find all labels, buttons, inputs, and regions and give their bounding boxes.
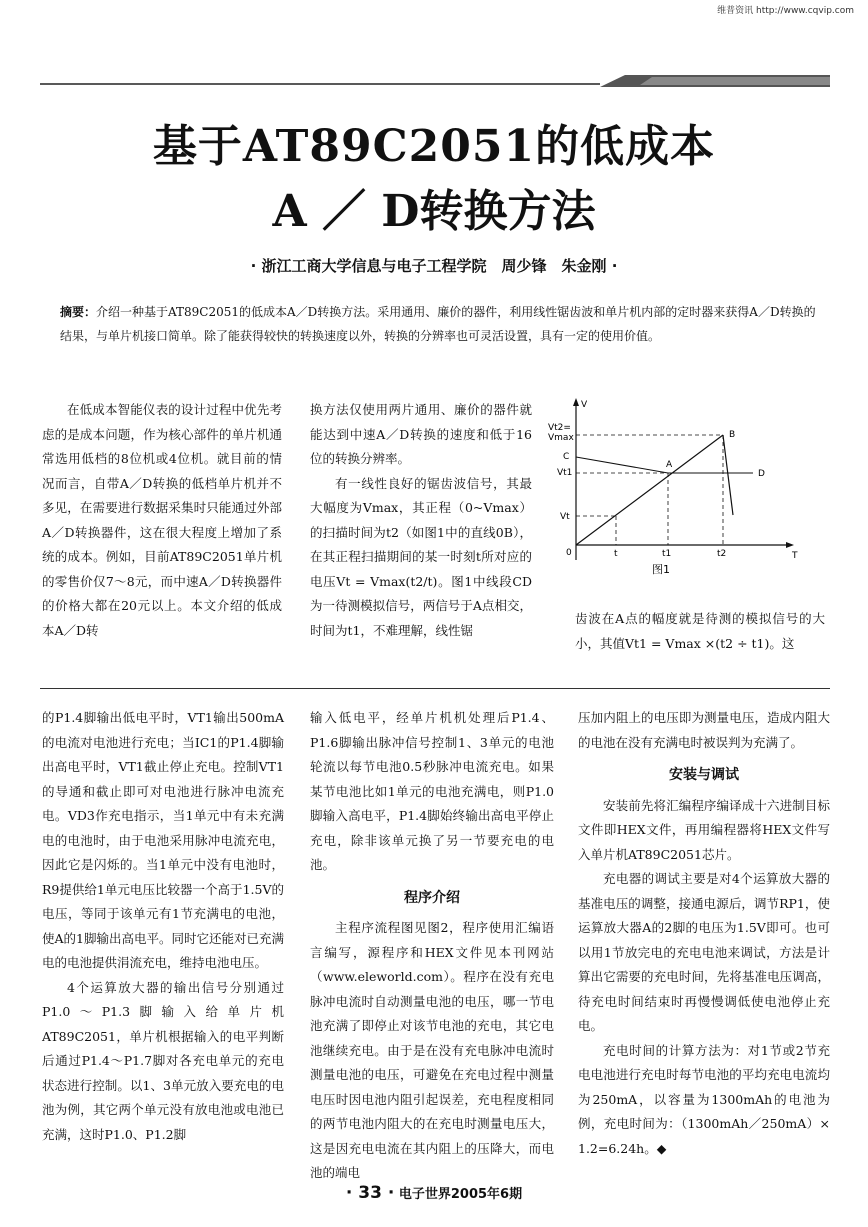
paragraph: 输入低电平，经单片机机处理后P1.4、P1.6脚输出脉冲信号控制1、3单元的电池轮流以每节电池0.5秒脉冲电流充电。如果某节电池比如1单元的电池充满电，则P1.0脚输入高电平，P1.4脚始终输出高电平停止充电，除非该单元换了另一节要充电的电池。: [310, 710, 554, 872]
page-number: · 33 ·: [345, 1183, 395, 1203]
section-divider: [40, 688, 830, 689]
paragraph: 的P1.4脚输出低电平时，VT1输出500mA的电流对电池进行充电；当IC1的P1.4脚输出高电平时，VT1截止停止充电。控制VT1的导通和截止即可对电池进行脉冲电流充电。VD3作充电指示，当1单元中有未充满电的电池时，由于电池采用脉冲电流充电，因此它是闪烁的。当1单元中没有电池时，R9提供给1单元电压比较器一个高于1.5V的电压，等同于该单元有1节充满电的电池，使A的1脚输出高电平。同时它还能对已充满电的电池提供涓流充电，维持电池电压。: [42, 710, 284, 970]
axis-v-label: V: [581, 400, 588, 410]
article-title-line2: A ／ D转换方法: [272, 186, 596, 237]
section-heading-install: 安装与调试: [669, 767, 739, 783]
paragraph: 在低成本智能仪表的设计过程中优先考虑的是成本问题，作为核心部件的单片机通常选用低档的8位机或4位机。就目前的情况而言，自带A／D转换的低档单片机并不多见，在需要进行数据采集时只能通过外部A／D转换器件，这在很大程度上增加了系统的成本。例如，目前AT89C2051单片机的零售价仅7～8元，而中速A／D转换器件的价格大都在20元以上。本文介绍的低成本A／D转: [42, 402, 282, 638]
abstract-label: 摘要：: [60, 305, 97, 319]
page-footer: [0, 1183, 868, 1203]
vt-label: Vt: [560, 512, 570, 522]
paragraph: 充电器的调试主要是对4个运算放大器的基准电压的调整，接通电源后，调节RP1，使运算放大器A的2脚的电压为1.5V即可。也可以用1节放完电的充电电池来调试，方法是计算出它需要的充电时间，先将基准电压调高，待充电时间结束时再慢慢调低使电池停止充电。: [578, 871, 830, 1033]
T-label: T: [792, 551, 798, 561]
point-a-label: A: [666, 460, 673, 470]
author-line: · 浙江工商大学信息与电子工程学院 周少锋 朱金刚 ·: [250, 257, 618, 275]
paragraph: 充电时间的计算方法为：对1节或2节充电电池进行充电时每节电池的平均充电电流均为250mA，以容量为1300mAh的电池为例，充电时间为：（1300mAh／250mA）× 1.2=6.24h。◆: [578, 1042, 830, 1156]
column2-top: [310, 398, 532, 643]
paragraph: 有一线性良好的锯齿波信号，其最大幅度为Vmax，其正程（0~Vmax）的扫描时间为t2（如图1中的直线0B），在其正程扫描期间的某一时刻t所对应的电压Vt = Vmax(t2/t)。图1中线段CD为一待测模拟信号，两信号于A点相交，时间为t1，不难理解，线性锯: [310, 475, 532, 638]
t-label: t: [614, 549, 618, 559]
paragraph: 主程序流程图见图2，程序使用汇编语言编写，源程序和HEX文件见本刊网站（www.eleworld.com）。程序在没有充电脉冲电流时自动测量电池的电压，哪一节电池充满了即停止对该节电池的充电，其它电池继续充电。由于是在没有充电脉冲电流时测量电池的电压，可避免在充电过程中测量电压时因电池内阻引起误差，充电程度相同的两节电池内阻大的在充电时测量电压大，这是因充电电流在其内阻上的压降大，而电池的端电: [310, 920, 554, 1180]
column1-top: [42, 398, 282, 643]
column2-bottom: [310, 706, 554, 1186]
header-bar: [40, 75, 830, 87]
point-b-label: B: [729, 430, 736, 440]
t2-label: t2: [717, 549, 727, 559]
paragraph: 换方法仅使用两片通用、廉价的器件就能达到中速A／D转换的速度和低于16位的转换分辨率。: [310, 402, 532, 466]
vt1-label: Vt1: [557, 468, 573, 478]
t1-label: t1: [662, 549, 672, 559]
figure-1: [548, 395, 838, 605]
vt2-label: Vt2=: [548, 423, 571, 433]
source-watermark: 维普资讯 http://www.cqvip.com: [717, 6, 854, 16]
abstract-text: 介绍一种基于AT89C2051的低成本A／D转换方法。采用通用、廉价的器件，利用线性锯齿波和单片机内部的定时器来获得A／D转换的结果，与单片机接口简单。除了能获得较快的转换速度以外，转换的分辨率也可灵活设置，具有一定的使用价值。: [60, 305, 816, 343]
paragraph: 安装前先将汇编程序编译成十六进制目标文件即HEX文件，再用编程器将HEX文件写入单片机AT89C2051芯片。: [578, 797, 830, 862]
article-title-line1: 基于AT89C2051的低成本: [152, 121, 716, 172]
c-label: C: [563, 452, 570, 462]
paragraph: 压加内阻上的电压即为测量电压，造成内阻大的电池在没有充满电时被误判为充满了。: [578, 710, 830, 750]
abstract: [60, 300, 820, 348]
figure-caption: 图1: [652, 563, 670, 576]
journal-issue: 电子世界2005年6期: [398, 1187, 523, 1202]
paragraph: 齿波在A点的幅度就是待测的模拟信号的大小，其值Vt1 = Vmax ×(t2 ÷ t1)。这: [575, 611, 825, 651]
column3-top: [575, 607, 825, 656]
column1-bottom: [42, 706, 284, 1147]
origin-label: 0: [566, 548, 572, 558]
section-heading-program: 程序介绍: [404, 889, 460, 906]
figure-1-diagram: [548, 395, 838, 605]
paragraph: 4个运算放大器的输出信号分别通过P1.0～P1.3脚输入给单片机AT89C2051，单片机根据输入的电平判断后通过P1.4～P1.7脚对各充电单元的充电状态进行控制。以1、3单元放入要充电的电池为例，其它两个单元没有放电池或电池已充满，这时P1.0、P1.2脚: [42, 979, 284, 1142]
vmax-label: Vmax: [548, 433, 574, 443]
point-d-label: D: [758, 469, 765, 479]
column3-bottom: [578, 706, 830, 1161]
